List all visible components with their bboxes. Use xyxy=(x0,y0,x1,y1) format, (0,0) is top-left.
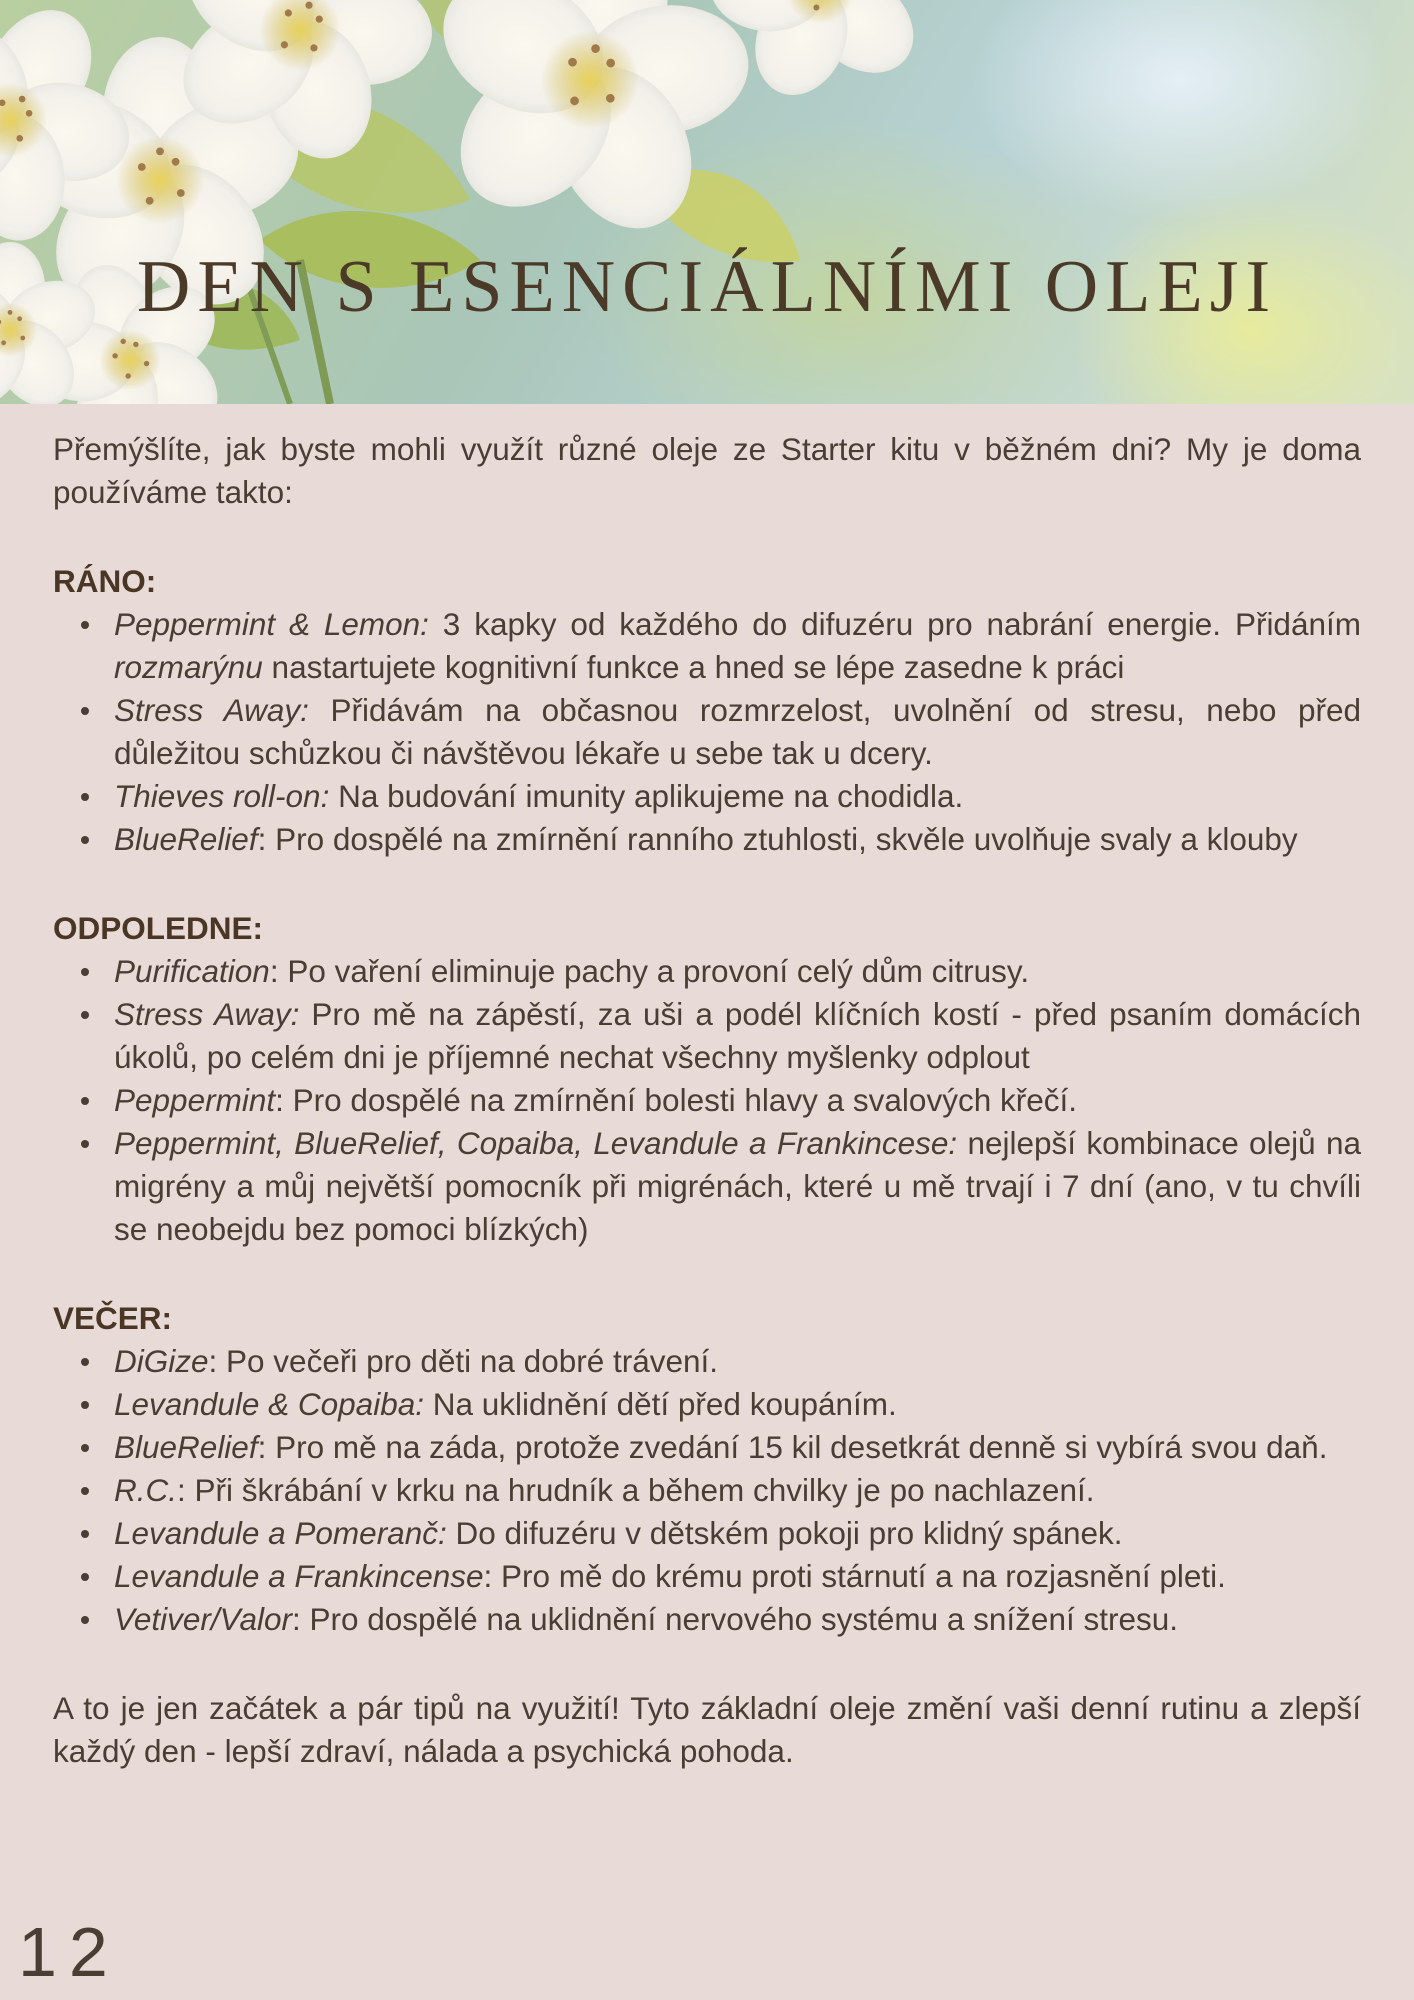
page-number: 12 xyxy=(18,1913,120,1991)
section-title-afternoon: ODPOLEDNE: xyxy=(53,910,264,946)
list-item xyxy=(114,775,1361,818)
oil-name: Purification xyxy=(114,953,270,989)
list-item xyxy=(114,950,1361,993)
item-text: : Pro mě na záda, protože zvedání 15 kil desetkrát denně si vybírá svou daň. xyxy=(257,1429,1328,1465)
item-text: : Pro dospělé na zmírnění bolesti hlavy a svalových křečí. xyxy=(275,1082,1077,1118)
item-text: Do difuzéru v dětském pokoji pro klidný spánek. xyxy=(446,1515,1123,1551)
list-item xyxy=(114,1469,1361,1512)
cherry-blossom-illustration xyxy=(0,0,1414,404)
oil-name: BlueRelief xyxy=(114,821,258,857)
list-item xyxy=(114,1079,1361,1122)
oil-name: Peppermint & Lemon: xyxy=(114,606,429,642)
list-item xyxy=(114,1555,1361,1598)
evening-list xyxy=(53,1340,1361,1641)
afternoon-list xyxy=(53,950,1361,1251)
list-item xyxy=(114,1512,1361,1555)
oil-name: Peppermint xyxy=(114,1082,276,1118)
intro-paragraph: Přemýšlíte, jak byste mohli využít různé oleje ze Starter kitu v běžném dni? My je doma používáme takto: xyxy=(53,431,1361,510)
closing-paragraph: A to je jen začátek a pár tipů na využití! Tyto základní oleje změní vaši denní rutinu a zlepší každý den - lepší zdraví, nálada a psychická pohoda. xyxy=(53,1690,1361,1769)
list-item xyxy=(114,1340,1361,1383)
section-evening xyxy=(53,1297,1361,1641)
item-text: : Po večeři pro děti na dobré trávení. xyxy=(208,1343,719,1379)
item-text: : Pro mě do krému proti stárnutí a na rozjasnění pleti. xyxy=(483,1558,1226,1594)
item-text: : Po vaření eliminuje pachy a provoní celý dům citrusy. xyxy=(269,953,1030,989)
item-text: nejlepší kombinace olejů na migrény a můj největší pomocník při migrénách, které u mě trvají i 7 dní (ano, v tu chvíli se neobejdu bez pomoci blízkých) xyxy=(114,1125,1361,1247)
oil-name: Stress Away: xyxy=(114,996,300,1032)
header-photo xyxy=(0,0,1414,404)
list-item xyxy=(114,1598,1361,1641)
page-title: DEN S ESENCIÁLNÍMI OLEJI xyxy=(136,246,1278,328)
section-afternoon xyxy=(53,907,1361,1251)
oil-name: DiGize xyxy=(114,1343,209,1379)
list-item xyxy=(114,1383,1361,1426)
list-item xyxy=(114,818,1361,861)
item-text: Na budování imunity aplikujeme na chodidla. xyxy=(329,778,964,814)
section-title-morning: RÁNO: xyxy=(53,563,157,599)
main-content xyxy=(53,428,1361,1773)
oil-name: Vetiver/Valor xyxy=(114,1601,292,1637)
list-item xyxy=(114,1426,1361,1469)
list-item xyxy=(114,689,1361,775)
oil-name: R.C. xyxy=(114,1472,177,1508)
oil-name: Levandule a Frankincense xyxy=(114,1558,484,1594)
oil-name: Peppermint, BlueRelief, Copaiba, Levandule a Frankincese: xyxy=(114,1125,958,1161)
list-item xyxy=(114,1122,1361,1251)
item-text: 3 kapky od každého do difuzéru pro nabrání energie. Přidáním xyxy=(428,606,1361,642)
oil-name: Levandule a Pomeranč: xyxy=(114,1515,447,1551)
oil-name: rozmarýnu xyxy=(114,649,263,685)
oil-name: BlueRelief xyxy=(114,1429,258,1465)
item-text: Na uklidnění dětí před koupáním. xyxy=(424,1386,897,1422)
oil-name: Thieves roll-on: xyxy=(114,778,330,814)
item-text: Pro mě na zápěstí, za uši a podél klíčních kostí - před psaním domácích úkolů, po celém dni je příjemné nechat všechny myšlenky odplout xyxy=(114,996,1361,1075)
list-item xyxy=(114,603,1361,689)
section-title-evening: VEČER: xyxy=(53,1300,173,1336)
item-text: : Při škrábání v krku na hrudník a během chvilky je po nachlazení. xyxy=(177,1472,1095,1508)
section-morning xyxy=(53,560,1361,861)
morning-list xyxy=(53,603,1361,861)
item-text: : Pro dospělé na uklidnění nervového systému a snížení stresu. xyxy=(292,1601,1178,1637)
oil-name: Stress Away: xyxy=(114,692,309,728)
list-item xyxy=(114,993,1361,1079)
item-text: : Pro dospělé na zmírnění ranního ztuhlosti, skvěle uvolňuje svaly a klouby xyxy=(257,821,1298,857)
item-text: Přidávám na občasnou rozmrzelost, uvolnění od stresu, nebo před důležitou schůzkou či návštěvou lékaře u sebe tak u dcery. xyxy=(114,692,1361,771)
oil-name: Levandule & Copaiba: xyxy=(114,1386,424,1422)
item-text: nastartujete kognitivní funkce a hned se lépe zasedne k práci xyxy=(262,649,1125,685)
